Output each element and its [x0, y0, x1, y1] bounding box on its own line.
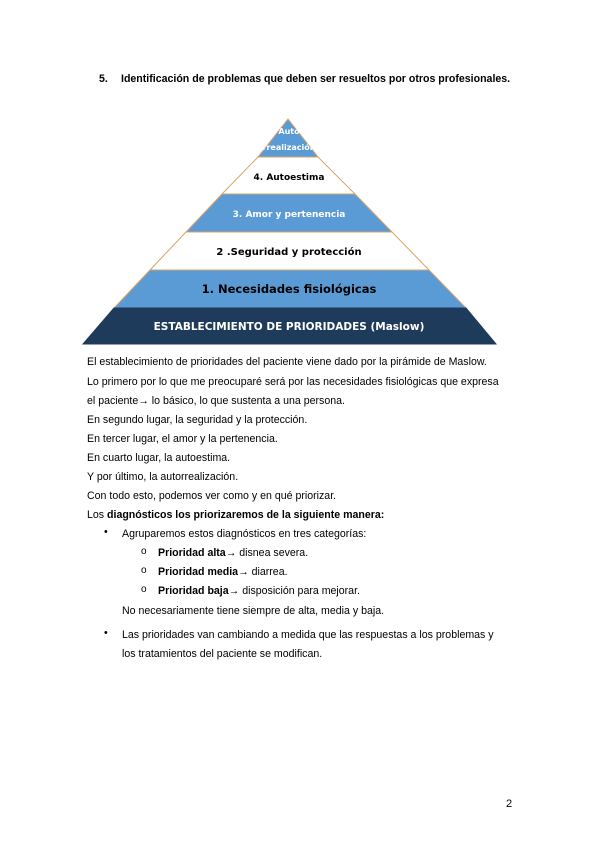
priority-medium-desc: → diarrea. [238, 566, 288, 578]
sub-bullet-marker: o [141, 546, 147, 557]
page-number: 2 [506, 798, 513, 810]
bullet-text: los tratamientos del paciente se modifican. [122, 648, 323, 660]
priority-note: No necesariamente tiene siempre de alta, media y baja. [122, 605, 385, 617]
section-number: 5. [99, 73, 108, 85]
sub-bullet-marker: o [141, 565, 147, 576]
pyramid-level-4-label: 4. Autoestima [253, 173, 325, 183]
bullet-marker: • [104, 627, 108, 639]
priority-high-label: Prioridad alta [158, 547, 226, 559]
bullet-text: Agruparemos estos diagnósticos en tres categorías: [122, 528, 367, 540]
pyramid-level-1-label: 1. Necesidades fisiológicas [201, 282, 377, 296]
priority-medium-label: Prioridad media [158, 566, 239, 578]
priority-low [158, 582, 360, 601]
pyramid-level-3-label: 3. Amor y pertenencia [232, 210, 346, 220]
pyramid-base-label: ESTABLECIMIENTO DE PRIORIDADES (Maslow) [153, 321, 425, 333]
priority-medium [158, 563, 288, 582]
priority-high-desc: → disnea severa. [225, 547, 309, 559]
sub-bullet-marker: o [141, 584, 147, 595]
diagnosis-intro [87, 506, 527, 525]
diagnosis-intro-prefix: Los [87, 509, 108, 521]
priority-low-desc: → disposición para mejorar. [228, 585, 360, 597]
priority-high [158, 544, 308, 563]
paragraph-line: En tercer lugar, el amor y la pertenencia. [87, 433, 278, 445]
pyramid-level-2-label: 2 .Seguridad y protección [216, 247, 362, 258]
pyramid-level-5-label-1: Auto [278, 127, 300, 136]
paragraph-line: Y por último, la autorrealización. [87, 471, 239, 483]
paragraph-line: En cuarto lugar, la autoestima. [87, 452, 231, 464]
pyramid-level-5-label-2: rrealización [262, 143, 316, 152]
section-title: Identificación de problemas que deben ser resueltos por otros profesionales. [121, 73, 511, 85]
paragraph-line: el paciente→ lo básico, lo que sustenta a una persona. [87, 395, 345, 407]
paragraph-line: En segundo lugar, la seguridad y la protección. [87, 414, 308, 426]
diagnosis-intro-bold: diagnósticos los priorizaremos de la siguiente manera: [107, 509, 385, 521]
priority-low-label: Prioridad baja [158, 585, 229, 597]
paragraph-line: El establecimiento de prioridades del paciente viene dado por la pirámide de Maslow. [87, 356, 487, 368]
bullet-text: Las prioridades van cambiando a medida que las respuestas a los problemas y [122, 629, 494, 641]
paragraph-line: Lo primero por lo que me preocuparé será por las necesidades fisiológicas que expresa [87, 376, 499, 388]
paragraph-line: Con todo esto, podemos ver como y en qué priorizar. [87, 490, 337, 502]
bullet-marker: • [104, 526, 108, 538]
